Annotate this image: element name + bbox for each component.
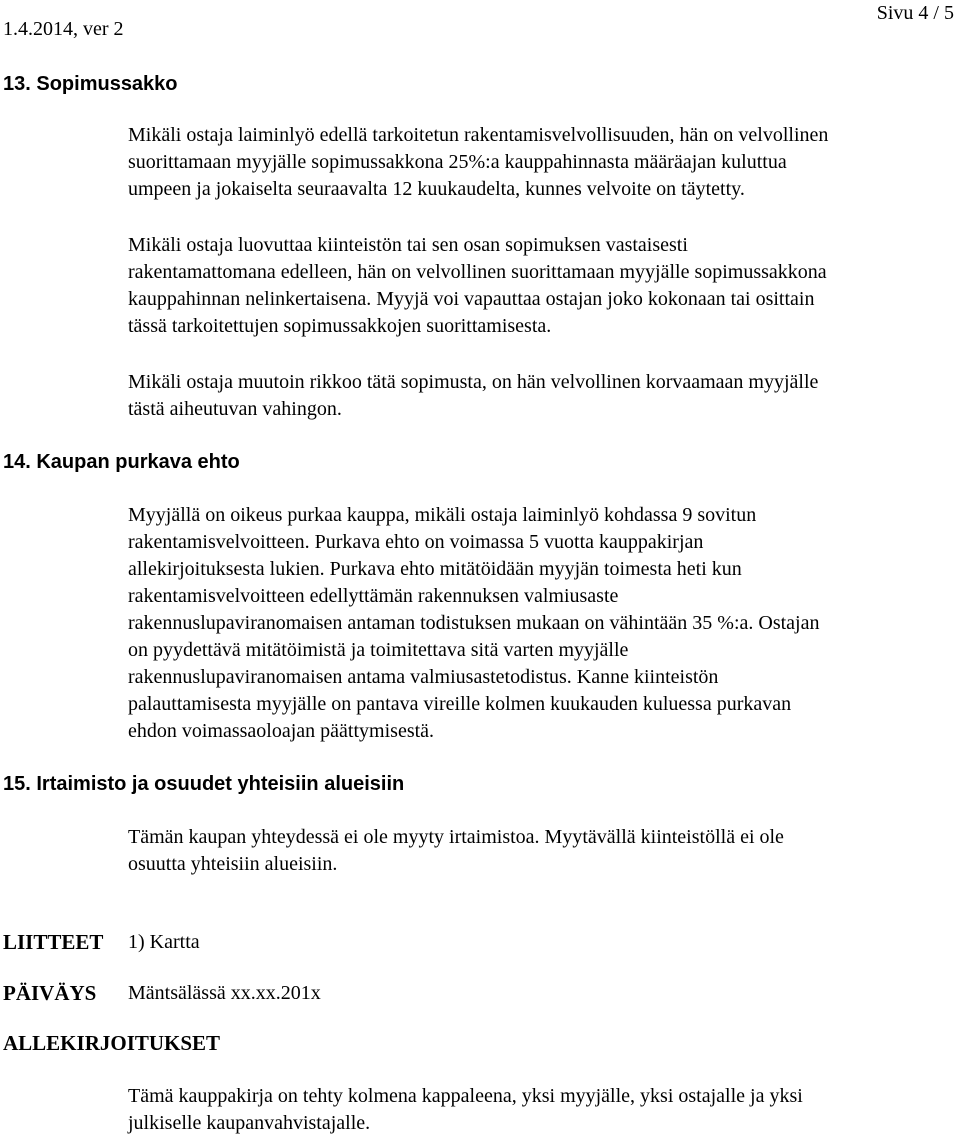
section-13-heading: 13. Sopimussakko [3,73,178,95]
text-line: tässä tarkoitettujen sopimussakkojen suorittamisesta. [128,315,552,337]
page-number: Sivu 4 / 5 [876,2,954,24]
section-15-paragraph [128,824,958,878]
section-13-paragraph-1 [128,122,958,203]
date-label: PÄIVÄYS [3,981,97,1005]
text-line: on pyydettävä mitätöimistä ja toimitettava sitä varten myyjälle [128,639,629,661]
date-value: Mäntsälässä xx.xx.201x [128,982,321,1004]
attachments-value: 1) Kartta [128,931,200,953]
text-line: Myyjällä on oikeus purkaa kauppa, mikäli ostaja laiminlyö kohdassa 9 sovitun [128,504,757,526]
section-14-heading: 14. Kaupan purkava ehto [3,451,240,473]
text-line: umpeen ja jokaiselta seuraavalta 12 kuukaudelta, kunnes velvoite on täytetty. [128,178,745,200]
text-line: kauppahinnan nelinkertaisena. Myyjä voi vapauttaa ostajan joko kokonaan tai osittain [128,288,815,310]
text-line: Mikäli ostaja muutoin rikkoo tätä sopimusta, on hän velvollinen korvaamaan myyjälle [128,371,819,393]
text-line: Mikäli ostaja laiminlyö edellä tarkoitetun rakentamisvelvollisuuden, hän on velvollinen [128,124,829,146]
text-line: osuutta yhteisiin alueisiin. [128,853,338,875]
text-line: ehdon voimassaoloajan päättymisestä. [128,720,435,742]
section-13-paragraph-3 [128,369,958,423]
signatures-paragraph [128,1083,958,1137]
text-line: rakentamisvelvoitteen edellyttämän rakennuksen valmiusaste [128,585,619,607]
section-13-paragraph-2 [128,232,958,340]
attachments-label: LIITTEET [3,930,104,954]
text-line: suorittamaan myyjälle sopimussakkona 25%:a kauppahinnasta määräajan kuluttua [128,151,787,173]
text-line: Mikäli ostaja luovuttaa kiinteistön tai sen osan sopimuksen vastaisesti [128,234,688,256]
text-line: rakentamattomana edelleen, hän on velvollinen suorittamaan myyjälle sopimussakkona [128,261,827,283]
text-line: tästä aiheutuvan vahingon. [128,398,342,420]
section-14-paragraph [128,502,958,745]
text-line: palauttamisesta myyjälle on pantava vireille kolmen kuukauden kuluessa purkavan [128,693,792,715]
text-line: rakennuslupaviranomaisen antama valmiusastetodistus. Kanne kiinteistön [128,666,719,688]
text-line: Tämän kaupan yhteydessä ei ole myyty irtaimistoa. Myytävällä kiinteistöllä ei ole [128,826,784,848]
text-line: Tämä kauppakirja on tehty kolmena kappaleena, yksi myyjälle, yksi ostajalle ja yksi [128,1085,803,1107]
text-line: rakennuslupaviranomaisen antaman todistuksen mukaan on vähintään 35 %:a. Ostajan [128,612,820,634]
text-line: rakentamisvelvoitteen. Purkava ehto on voimassa 5 vuotta kauppakirjan [128,531,704,553]
text-line: allekirjoituksesta lukien. Purkava ehto mitätöidään myyjän toimesta heti kun [128,558,742,580]
signatures-heading: ALLEKIRJOITUKSET [3,1031,221,1055]
text-line: julkiselle kaupanvahvistajalle. [128,1112,371,1134]
document-date-version: 1.4.2014, ver 2 [3,18,124,40]
section-15-heading: 15. Irtaimisto ja osuudet yhteisiin alueisiin [3,773,405,795]
